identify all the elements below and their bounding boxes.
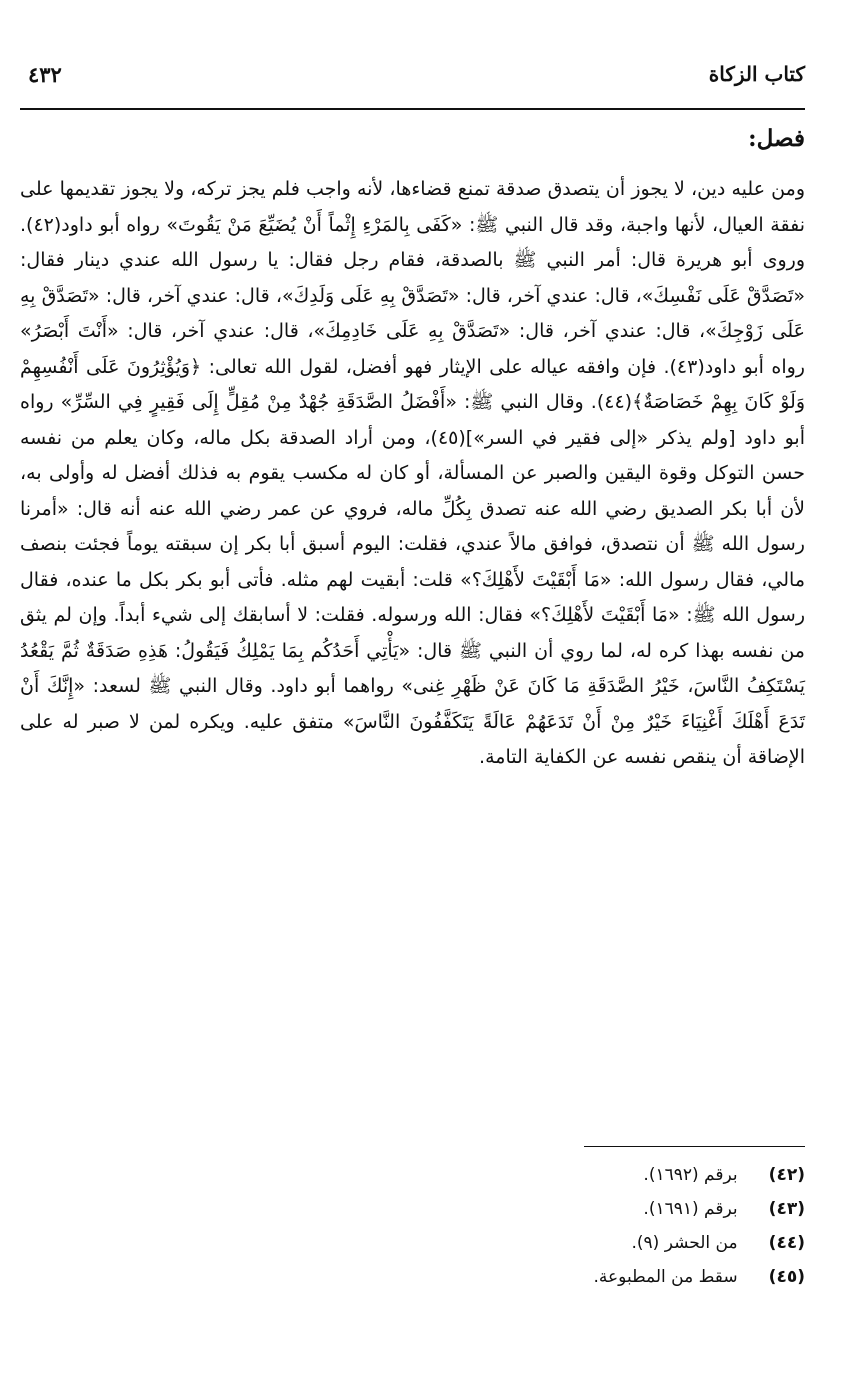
footnote-text: سقط من المطبوعة. [593,1267,738,1287]
footnote-number: (٤٣) [768,1199,805,1219]
footnote-number: (٤٥) [768,1267,805,1287]
footnote-text: من الحشر (٩). [631,1233,738,1253]
page-number: ٤٣٢ [28,62,62,87]
footnote-divider [584,1146,805,1147]
footnotes [400,1158,805,1294]
footnote-text: برقم (١٦٩١). [643,1199,738,1219]
footnote-item [400,1260,805,1294]
footnote-text: برقم (١٦٩٢). [643,1165,738,1185]
footnote-number: (٤٤) [768,1233,805,1253]
footnote-item [400,1158,805,1192]
section-heading: فصل: [748,125,805,152]
footnote-item [400,1226,805,1260]
running-title: كتاب الزكاة [708,62,805,86]
footnote-item [400,1192,805,1226]
page-header [20,62,805,98]
main-text [20,172,805,776]
body-paragraph: ومن عليه دين، لا يجوز أن يتصدق صدقة تمنع قضاءها، لأنه واجب فلم يجز تركه، ولا يجوز تقديمها على نفقة العيال، لأنها واجبة، وقد قال النبي ﷺ: «كَفَى بِالمَرْءِ إِثْماً أَنْ يُضَيِّعَ مَنْ يَقُوتَ» رواه أبو داود(٤٢). وروى أبو هريرة قال: أمر النبي ﷺ بالصدقة، فقام رجل فقال: يا رسول الله عندي دينار فقال: «تَصَدَّقْ عَلَى نَفْسِكَ»، قال: عندي آخر، قال: «تَصَدَّقْ بِهِ عَلَى وَلَدِكَ»، قال: عندي آخر، قال: «تَصَدَّقْ بِهِ عَلَى زَوْجِكَ»، قال: عندي آخر، قال: «تَصَدَّقْ بِهِ عَلَى خَادِمِكَ»، قال: عندي آخر، قال: «أَنْتَ أَبْصَرُ» رواه أبو داود(٤٣). فإن وافقه عياله على الإيثار فهو أفضل، لقول الله تعالى: ﴿وَيُؤْثِرُونَ عَلَى أَنْفُسِهِمْ وَلَوْ كَانَ بِهِمْ خَصَاصَةٌ﴾(٤٤). وقال النبي ﷺ: «أَفْضَلُ الصَّدَقَةِ جُهْدٌ مِنْ مُقِلٍّ إِلَى فَقِيرٍ فِي السِّرِّ» رواه أبو داود [ولم يذكر «إلى فقير في السر»](٤٥)، ومن أراد الصدقة بكل ماله، وكان يعلم من نفسه حسن التوكل وقوة اليقين والصبر عن المسألة، أو كان له مكسب يقوم به فذلك أفضل له وأولى به، لأن أبا بكر الصديق رضي الله عنه تصدق بِكُلِّ ماله، فروي عن عمر رضي الله عنه أنه قال: «أمرنا رسول الله ﷺ أن نتصدق، فوافق مالاً عندي، فقلت: اليوم أسبق أبا بكر إن سبقته يوماً فجئت بنصف مالي، فقال رسول الله: «مَا أَبْقَيْتَ لأَهْلِكَ؟» قلت: أبقيت لهم مثله. فأتى أبو بكر بكل ما عنده، فقال رسول الله ﷺ: «مَا أَبْقَيْتَ لأَهْلِكَ؟» فقال: الله ورسوله. فقلت: لا أسابقك إلى شيء أبداً. وإن لم يثق من نفسه بهذا كره له، لما روي أن النبي ﷺ قال: «يَأْتِي أَحَدُكُم بِمَا يَمْلِكُ فَيَقُولُ: هَذِهِ صَدَقَةٌ ثُمَّ يَقْعُدُ يَسْتَكِفُ النَّاسَ، خَيْرُ الصَّدَقَةِ مَا كَانَ عَنْ ظَهْرِ غِنى» رواهما أبو داود. وقال النبي ﷺ لسعد: «إِنَّكَ أَنْ تَدَعَ أَهْلَكَ أَغْنِيَاءَ خَيْرٌ مِنْ أَنْ تَدَعَهُمْ عَالَةً يَتَكَفَّفُونَ النَّاسَ» متفق عليه. ويكره لمن لا صبر له على الإضاقة أن ينقص نفسه عن الكفاية التامة. [20,178,805,768]
header-divider [20,108,805,110]
footnote-number: (٤٢) [768,1165,805,1185]
